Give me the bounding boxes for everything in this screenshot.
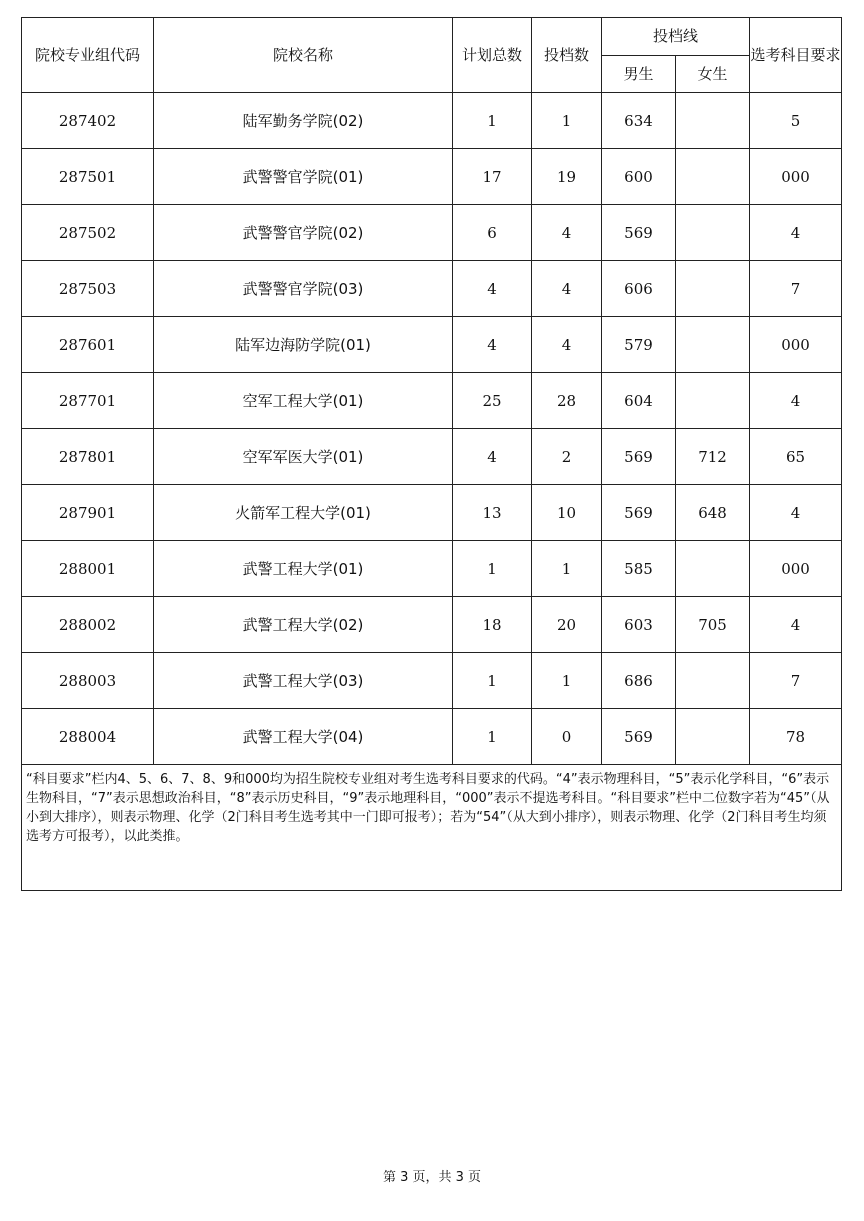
- cell-code: 287502: [22, 205, 154, 261]
- header-name: 院校名称: [154, 18, 453, 93]
- table-row: [22, 317, 842, 373]
- table-row: [22, 541, 842, 597]
- cell-female: [676, 709, 750, 765]
- cell-plan: 17: [453, 149, 532, 205]
- cell-code: 288001: [22, 541, 154, 597]
- table-row: [22, 93, 842, 149]
- cell-code: 287901: [22, 485, 154, 541]
- cell-subject-req: 5: [750, 93, 842, 149]
- cell-subject-req: 4: [750, 597, 842, 653]
- cell-code: 287701: [22, 373, 154, 429]
- cell-admitted: 0: [532, 709, 602, 765]
- cell-plan: 4: [453, 261, 532, 317]
- cell-male: 569: [602, 485, 676, 541]
- cell-name: 武警工程大学(01): [154, 541, 453, 597]
- cell-name: 武警工程大学(02): [154, 597, 453, 653]
- cell-female: [676, 541, 750, 597]
- table-row: [22, 373, 842, 429]
- cell-code: 288004: [22, 709, 154, 765]
- cell-plan: 13: [453, 485, 532, 541]
- cell-female: [676, 261, 750, 317]
- cell-name: 空军军医大学(01): [154, 429, 453, 485]
- cell-admitted: 4: [532, 317, 602, 373]
- cell-admitted: 4: [532, 205, 602, 261]
- cell-plan: 1: [453, 709, 532, 765]
- admission-table: [21, 17, 842, 891]
- cell-admitted: 10: [532, 485, 602, 541]
- cell-subject-req: 4: [750, 373, 842, 429]
- cell-subject-req: 78: [750, 709, 842, 765]
- cell-male: 585: [602, 541, 676, 597]
- cell-male: 569: [602, 429, 676, 485]
- cell-subject-req: 4: [750, 485, 842, 541]
- cell-name: 陆军边海防学院(01): [154, 317, 453, 373]
- table-row: [22, 653, 842, 709]
- cell-code: 287801: [22, 429, 154, 485]
- header-subject-req: 选考科目要求: [750, 18, 842, 93]
- cell-plan: 25: [453, 373, 532, 429]
- table-row: [22, 205, 842, 261]
- cell-name: 陆军勤务学院(02): [154, 93, 453, 149]
- cell-subject-req: 7: [750, 653, 842, 709]
- header-cutoff: 投档线: [602, 18, 750, 56]
- cell-female: 705: [676, 597, 750, 653]
- cell-admitted: 20: [532, 597, 602, 653]
- header-code: 院校专业组代码: [22, 18, 154, 93]
- cell-code: 287601: [22, 317, 154, 373]
- cell-admitted: 1: [532, 541, 602, 597]
- cell-subject-req: 000: [750, 541, 842, 597]
- cell-plan: 6: [453, 205, 532, 261]
- cell-male: 606: [602, 261, 676, 317]
- cell-admitted: 4: [532, 261, 602, 317]
- cell-female: [676, 149, 750, 205]
- cell-admitted: 19: [532, 149, 602, 205]
- table-row: [22, 149, 842, 205]
- cell-male: 686: [602, 653, 676, 709]
- cell-code: 287503: [22, 261, 154, 317]
- cell-female: 648: [676, 485, 750, 541]
- cell-name: 武警工程大学(03): [154, 653, 453, 709]
- cell-subject-req: 7: [750, 261, 842, 317]
- cell-name: 空军工程大学(01): [154, 373, 453, 429]
- cell-female: [676, 93, 750, 149]
- table-row: [22, 709, 842, 765]
- cell-code: 287501: [22, 149, 154, 205]
- header-female: 女生: [676, 56, 750, 93]
- table-row: [22, 261, 842, 317]
- cell-male: 579: [602, 317, 676, 373]
- table-body: [22, 93, 842, 891]
- cell-name: 火箭军工程大学(01): [154, 485, 453, 541]
- cell-female: [676, 373, 750, 429]
- cell-subject-req: 000: [750, 317, 842, 373]
- note-row: [22, 765, 842, 891]
- header-plan-total: 计划总数: [453, 18, 532, 93]
- cell-code: 288003: [22, 653, 154, 709]
- page-footer: 第 3 页，共 3 页: [382, 1170, 482, 1185]
- cell-name: 武警警官学院(02): [154, 205, 453, 261]
- cell-male: 569: [602, 205, 676, 261]
- note-text: “科目要求”栏内4、5、6、7、8、9和000均为招生院校专业组对考生选考科目要求的代码。“4”表示物理科目，“5”表示化学科目，“6”表示生物科目，“7”表示思想政治科目，“8”表示历史科目，“9”表示地理科目，“000”表示不提选考科目。“科目要求”栏中二位数字若为“45”（从小到大排序），则表示物理、化学（2门科目考生选考其中一门即可报考）；若为“54”（从大到小排序），则表示物理、化学（2门科目考生均须选考方可报考），以此类推。: [22, 765, 842, 891]
- header-male: 男生: [602, 56, 676, 93]
- cell-plan: 1: [453, 93, 532, 149]
- cell-name: 武警工程大学(04): [154, 709, 453, 765]
- cell-male: 603: [602, 597, 676, 653]
- cell-admitted: 2: [532, 429, 602, 485]
- table-row: [22, 597, 842, 653]
- cell-male: 634: [602, 93, 676, 149]
- cell-male: 600: [602, 149, 676, 205]
- cell-admitted: 1: [532, 653, 602, 709]
- cell-subject-req: 000: [750, 149, 842, 205]
- cell-name: 武警警官学院(03): [154, 261, 453, 317]
- cell-male: 569: [602, 709, 676, 765]
- cell-plan: 1: [453, 653, 532, 709]
- cell-admitted: 28: [532, 373, 602, 429]
- cell-female: [676, 205, 750, 261]
- cell-male: 604: [602, 373, 676, 429]
- cell-female: [676, 653, 750, 709]
- cell-subject-req: 65: [750, 429, 842, 485]
- table-header: [22, 18, 842, 93]
- cell-female: [676, 317, 750, 373]
- cell-name: 武警警官学院(01): [154, 149, 453, 205]
- cell-plan: 1: [453, 541, 532, 597]
- cell-plan: 18: [453, 597, 532, 653]
- table-row: [22, 429, 842, 485]
- header-admitted: 投档数: [532, 18, 602, 93]
- cell-plan: 4: [453, 429, 532, 485]
- cell-code: 287402: [22, 93, 154, 149]
- cell-subject-req: 4: [750, 205, 842, 261]
- cell-code: 288002: [22, 597, 154, 653]
- cell-admitted: 1: [532, 93, 602, 149]
- cell-plan: 4: [453, 317, 532, 373]
- table-row: [22, 485, 842, 541]
- cell-female: 712: [676, 429, 750, 485]
